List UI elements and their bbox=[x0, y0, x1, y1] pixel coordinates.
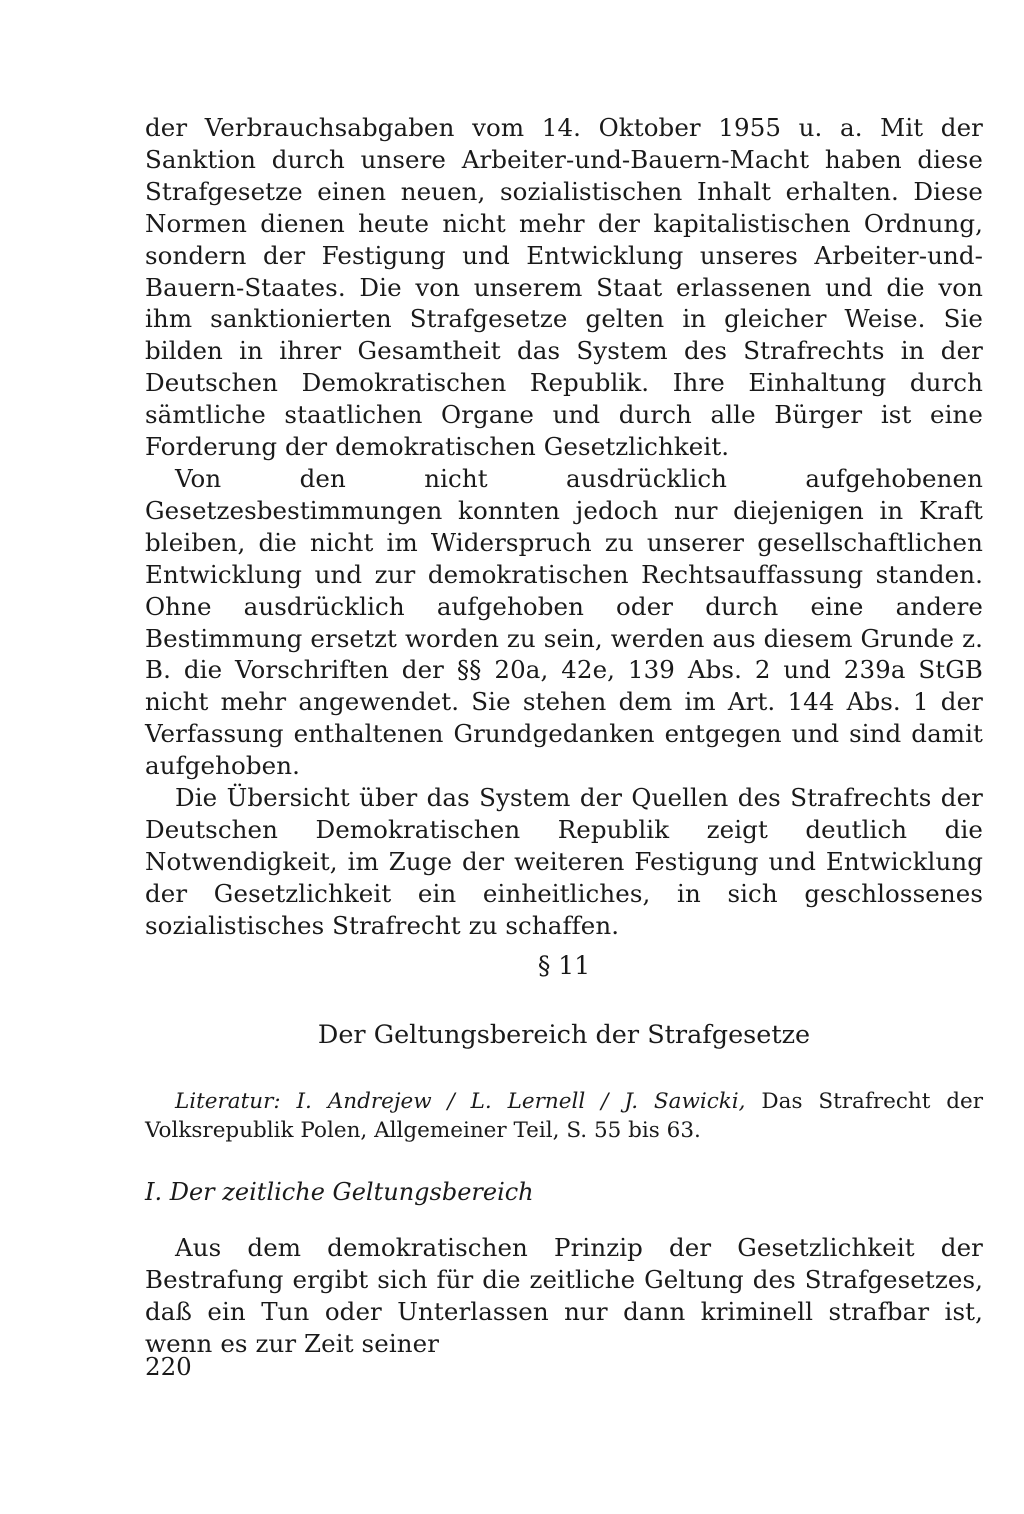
section-title: Der Geltungsbereich der Strafgesetze bbox=[317, 1020, 811, 1050]
paragraph-repealed-provisions: Von den nicht ausdrücklich aufgehobenen Gesetzesbestimmungen konnten jedoch nur diejenigen in Kraft bleiben, die nicht im Widerspruch zu unserer gesellschaftlichen Entwicklung und zur demokratischen Rechtsauffassung standen. Ohne ausdrücklich aufgehoben oder durch eine andere Bestimmung ersetzt worden zu sein, werden aus diesem Grunde z. B. die Vorschriften der §§ 20a, 42e, 139 Abs. 2 und 239a StGB nicht mehr angewendet. Sie stehen dem im Art. 144 Abs. 1 der Verfassung enthaltenen Grundgedanken entgegen und sind damit aufgehoben. bbox=[145, 463, 983, 781]
subsection-body bbox=[145, 1232, 983, 1360]
section-number: § 11 bbox=[537, 951, 591, 980]
subsection-heading: I. Der zeitliche Geltungsbereich bbox=[145, 1178, 534, 1206]
body-text bbox=[145, 112, 983, 942]
literature-label: Literatur: I. Andrejew / L. Lernell / J. Sawicki, bbox=[175, 1089, 746, 1114]
paragraph-overview: Die Übersicht über das System der Quellen des Strafrechts der Deutschen Demokratischen Republik zeigt deutlich die Notwendigkeit, im Zuge der weiteren Festigung und Entwicklung der Gesetzlichkeit ein einheitliches, in sich geschlossenes sozialistisches Strafrecht zu schaffen. bbox=[145, 783, 983, 940]
page-number: 220 bbox=[145, 1352, 192, 1381]
literature-reference bbox=[145, 1087, 983, 1145]
paragraph-temporal-validity: Aus dem demokratischen Prinzip der Gesetzlichkeit der Bestrafung ergibt sich für die zeitliche Geltung des Strafgesetzes, daß ein Tun oder Unterlassen nur dann kriminell strafbar ist, wenn es zur Zeit seiner bbox=[145, 1233, 983, 1358]
literature-text: Das Strafrecht der Volksrepublik Polen, Allgemeiner Teil, S. 55 bis 63. bbox=[145, 1089, 983, 1143]
paragraph-continuation: der Verbrauchsabgaben vom 14. Oktober 1955 u. a. Mit der Sanktion durch unsere Arbeiter-und-Bauern-Macht haben diese Strafgesetze einen neuen, sozialistischen Inhalt erhalten. Diese Normen dienen heute nicht mehr der kapitalistischen Ordnung, sondern der Festigung und Entwicklung unseres Arbeiter-und-Bauern-Staates. Die von unserem Staat erlassenen und die von ihm sanktionierten Strafgesetze gelten in gleicher Weise. Sie bilden in ihrer Gesamtheit das System des Strafrechts in der Deutschen Demokratischen Republik. Ihre Einhaltung durch sämtliche staatlichen Organe und durch alle Bürger ist eine Forderung der demokratischen Gesetzlichkeit. bbox=[145, 113, 983, 462]
